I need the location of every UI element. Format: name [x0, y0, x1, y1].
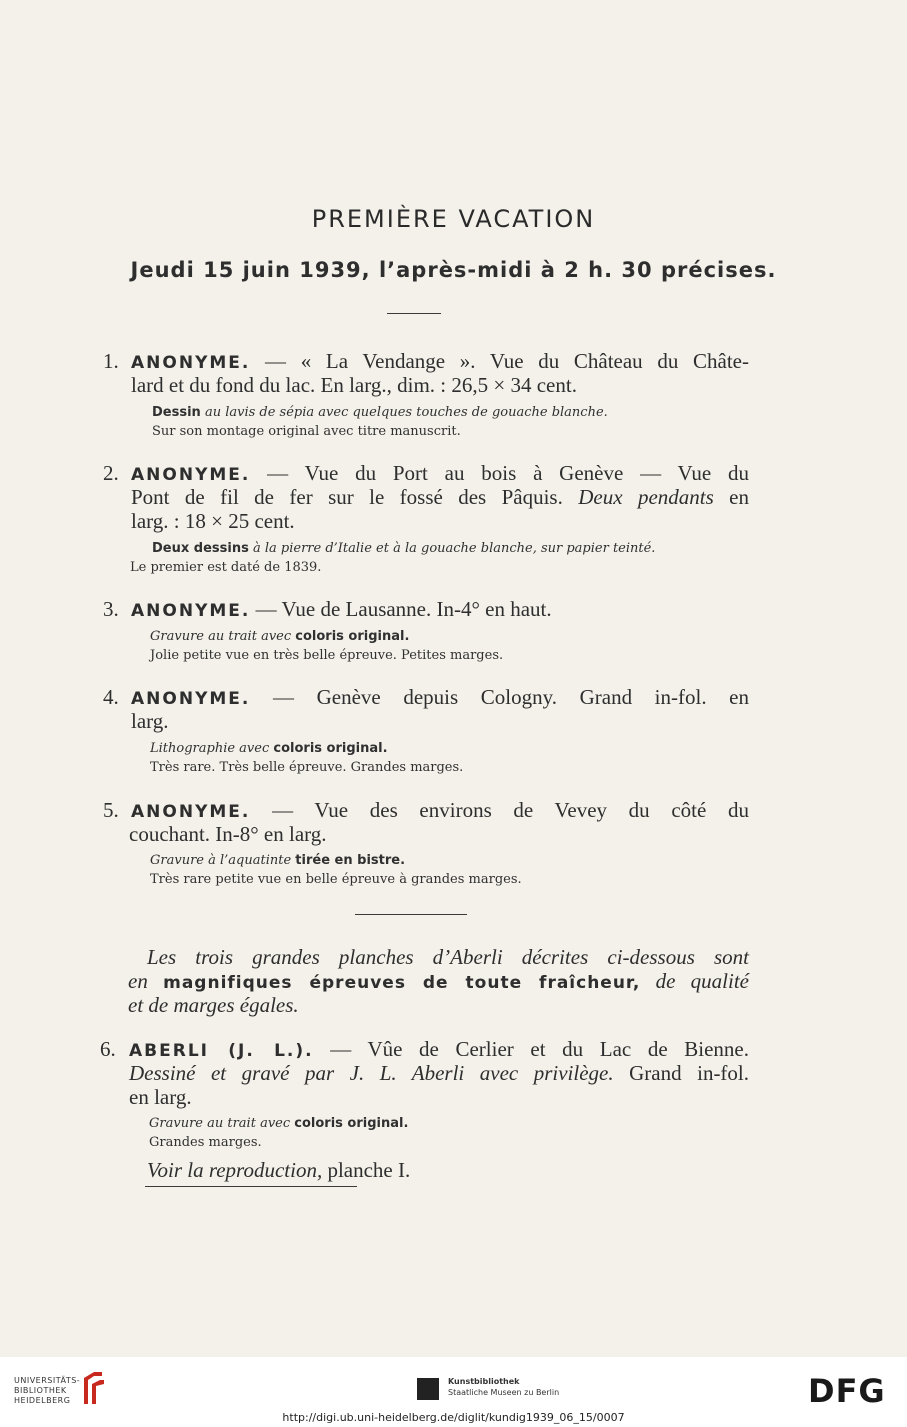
lot-2-text-1: — Vue du Port au bois à Genève — Vue du — [267, 461, 750, 485]
lot-6-reference-plain: planche I. — [327, 1158, 411, 1182]
library-line: HEIDELBERG — [14, 1396, 71, 1405]
lot-1-line-2: lard et du fond du lac. En larg., dim. : 26,5 × 34 cent. — [131, 373, 577, 397]
permalink-url[interactable]: http://digi.ub.uni-heidelberg.de/diglit/kundig1939_06_15/0007 — [282, 1411, 625, 1424]
lot-5-note-2: Très rare petite vue en belle épreuve à grandes marges. — [150, 872, 522, 887]
lot-3-number: 3. — [103, 597, 119, 621]
lot-4-number: 4. — [103, 685, 119, 709]
intro-line-2-italic: en — [128, 969, 148, 993]
intro-line-2-italic-2: de qualité — [655, 969, 749, 993]
lot-2-line-1 — [131, 461, 749, 487]
reference-underline — [145, 1186, 357, 1187]
lot-4-author: ANONYME. — [131, 689, 251, 709]
lot-1-note-2: Sur son montage original avec titre manuscrit. — [152, 424, 461, 439]
intro-line-1: Les trois grandes planches d’Aberli décrites ci-dessous sont — [147, 945, 749, 969]
intro-line-3: et de marges égales. — [128, 993, 299, 1017]
library-line: BIBLIOTHEK — [14, 1386, 67, 1395]
lot-5-line-1 — [131, 798, 749, 824]
lot-1-note — [152, 403, 608, 423]
lot-5-note-bold: tirée en bistre. — [295, 853, 406, 868]
lot-2-line-2 — [131, 485, 749, 509]
university-library-label — [14, 1376, 80, 1406]
kb-line: Staatliche Museen zu Berlin — [448, 1388, 560, 1397]
lot-4-note — [150, 739, 388, 759]
lot-2-text-3: en — [729, 485, 749, 509]
library-line: UNIVERSITÄTS- — [14, 1376, 81, 1385]
lot-6-note-italic: Gravure au trait avec — [149, 1116, 291, 1131]
lot-2-note-italic: à la pierre d’Italie et à la gouache blanche, sur papier teinté. — [252, 541, 656, 556]
lot-3-text-1: — Vue de Lausanne. In-4° en haut. — [255, 597, 552, 621]
lot-5-line-2: couchant. In-8° en larg. — [129, 822, 327, 846]
lot-3-note-2: Jolie petite vue en très belle épreuve. Petites marges. — [150, 648, 504, 663]
lot-5-note — [150, 851, 405, 871]
lot-2-number: 2. — [103, 461, 119, 485]
lot-3-note — [150, 627, 409, 647]
lot-2-note-lead: Deux dessins — [152, 541, 249, 556]
kb-line: Kunstbibliothek — [448, 1377, 520, 1386]
lot-5-text-1: — Vue des environs de Vevey du côté du — [272, 798, 750, 822]
lot-6-note-bold: coloris original. — [294, 1116, 409, 1131]
lot-4-note-2: Très rare. Très belle épreuve. Grandes marges. — [150, 760, 464, 775]
lot-2-text-2: Pont de fil de fer sur le fossé des Pâquis. — [131, 485, 563, 509]
lot-4-line-2: larg. — [131, 709, 169, 733]
lot-1-author: ANONYME. — [131, 353, 251, 373]
dfg-logo: DFG — [808, 1372, 886, 1410]
lot-1-note-lead: Dessin — [152, 405, 201, 420]
university-logo-icon — [80, 1370, 106, 1406]
section-divider — [355, 914, 467, 915]
lot-3-author: ANONYME. — [131, 601, 251, 621]
lot-6-reference-italic: Voir la reproduction, — [147, 1158, 323, 1182]
lot-6-line-3: en larg. — [129, 1085, 192, 1109]
lot-1-line-1 — [131, 349, 749, 375]
lot-4-note-bold: coloris original. — [273, 741, 388, 756]
lot-1-note-italic: au lavis de sépia avec quelques touches de gouache blanche. — [204, 405, 608, 420]
lot-3-note-italic: Gravure au trait avec — [150, 629, 292, 644]
lot-4-text-1: — Genève depuis Cologny. Grand in-fol. en — [272, 685, 750, 709]
lot-4-line-1 — [131, 685, 749, 711]
lot-5-note-italic: Gravure à l’aquatinte — [150, 853, 292, 868]
intro-line-2 — [128, 969, 749, 995]
lot-4-note-italic: Lithographie avec — [150, 741, 270, 756]
lot-2-author: ANONYME. — [131, 465, 251, 485]
intro-line-2-bold: magnifiques épreuves de toute fraîcheur, — [163, 973, 641, 993]
lot-3-note-bold: coloris original. — [295, 629, 410, 644]
lot-5-author: ANONYME. — [131, 802, 251, 822]
lot-5-number: 5. — [103, 798, 119, 822]
lot-2-note — [152, 539, 655, 559]
kunstbibliothek-logo-icon — [417, 1378, 439, 1400]
kunstbibliothek-label — [448, 1376, 559, 1398]
sale-date: Jeudi 15 juin 1939, l’après-midi à 2 h. 30 précises. — [130, 258, 777, 282]
lot-3-line-1 — [131, 597, 552, 623]
lot-6-note — [149, 1114, 408, 1134]
lot-6-text-italic: Dessiné et gravé par J. L. Aberli avec privilège. — [129, 1061, 614, 1085]
title-divider — [387, 313, 441, 314]
lot-1-text-1: — « La Vendange ». Vue du Château du Châte- — [265, 349, 749, 373]
lot-6-note-2: Grandes marges. — [149, 1135, 262, 1150]
lot-6-line-1 — [129, 1037, 749, 1063]
section-title: PREMIÈRE VACATION — [311, 205, 596, 233]
lot-6-number: 6. — [100, 1037, 116, 1061]
lot-6-author: ABERLI (J. L.). — [129, 1041, 314, 1061]
lot-6-text-1: — Vûe de Cerlier et du Lac de Bienne. — [330, 1037, 749, 1061]
lot-2-note-2: Le premier est daté de 1839. — [130, 560, 322, 575]
lot-2-line-3: larg. : 18 × 25 cent. — [131, 509, 295, 533]
lot-1-number: 1. — [103, 349, 119, 373]
lot-2-text-italic: Deux pendants — [578, 485, 714, 509]
lot-6-line-2 — [129, 1061, 749, 1085]
lot-6-text-2: Grand in-fol. — [629, 1061, 750, 1085]
lot-6-reference — [147, 1158, 410, 1182]
